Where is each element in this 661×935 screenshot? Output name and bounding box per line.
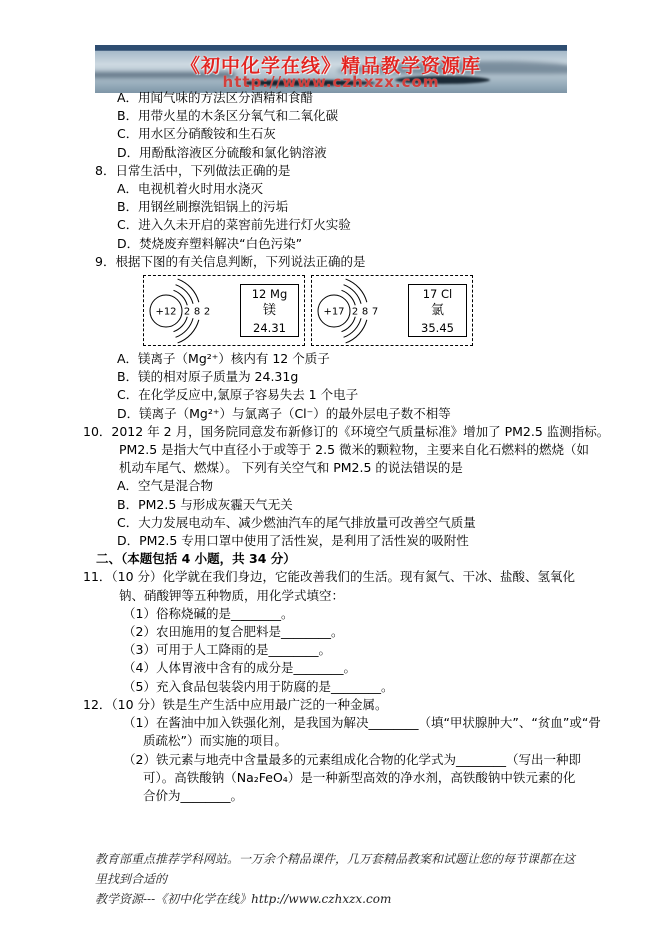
q11-blank-4: （4）人体胃液中含有的成分是________。 <box>123 660 356 676</box>
exam-page-body <box>0 89 661 805</box>
chlorine-atom-structure-icon <box>312 277 408 344</box>
banner-site-url: http://www.czhxzx.com <box>222 73 440 91</box>
svg-text:2: 2 <box>203 306 211 318</box>
svg-text:2: 2 <box>183 306 191 318</box>
q10-option-d: D．PM2.5 专用口罩中使用了活性炭，是利用了活性炭的吸附性 <box>117 533 469 549</box>
chlorine-atom-cell <box>311 275 473 346</box>
q9-option-c: C．在化学反应中,氯原子容易失去 1 个电子 <box>117 387 359 403</box>
magnesium-atom-structure-icon <box>144 277 240 344</box>
svg-text:8: 8 <box>193 306 201 318</box>
q12-part2-line1: （2）铁元素与地壳中含量最多的元素组成化合物的化学式为________（写出一种即 <box>123 751 581 767</box>
q9-option-d: D．镁离子（Mg²⁺）与氯离子（Cl⁻）的最外层电子数不相等 <box>117 405 451 421</box>
q12-part1-line2: 质疏松”）而实施的项目。 <box>143 733 287 749</box>
svg-text:+17: +17 <box>323 306 345 318</box>
section-2-heading: 二、（本题包括 4 小题，共 34 分） <box>96 551 296 567</box>
footer-promo-line2: 教学资源---《初中化学在线》http://www.czhxzx.com <box>95 892 392 906</box>
q10-stem-line3: 机动车尾气、燃煤）。 下列有关空气和 PM2.5 的说法错误的是 <box>119 460 463 476</box>
footer-promo-line1: 教育部重点推荐学科网站。一万余个精品课件，几万套精品教案和试题让您的每节课都在这里找到合适的 <box>95 852 576 886</box>
q8-option-c: C．进入久未开启的菜窖前先进行灯火实验 <box>117 217 351 233</box>
q7-option-b: B．用带火星的木条区分氧气和二氧化碳 <box>117 108 339 124</box>
q11-blank-2: （2）农田施用的复合肥料是________。 <box>123 624 344 640</box>
chlorine-element-box <box>408 284 467 337</box>
q9-atom-diagram <box>143 275 661 346</box>
q9-option-a: A．镁离子（Mg²⁺）核内有 12 个质子 <box>117 351 330 367</box>
element-atomic-mass: 35.45 <box>421 321 454 336</box>
svg-text:8: 8 <box>361 306 369 318</box>
q11-stem-line2: 钠、硝酸钾等五种物质，用化学式填空： <box>119 587 345 603</box>
banner-site-title: 《初中化学在线》精品教学资源库 <box>180 55 481 77</box>
q12-stem: 12．（10 分）铁是生产生活中应用最广泛的一种金属。 <box>83 696 388 712</box>
svg-text:2: 2 <box>351 306 359 318</box>
q8-stem: 8．日常生活中，下列做法正确的是 <box>95 162 291 178</box>
element-chinese-name: 氯 <box>430 303 444 319</box>
element-chinese-name: 镁 <box>262 303 276 319</box>
q11-blank-1: （1）俗称烧碱的是________。 <box>123 605 294 621</box>
element-number-symbol: 12 Mg <box>251 287 288 302</box>
page-footer <box>95 849 575 909</box>
svg-text:7: 7 <box>371 306 379 318</box>
q9-option-b: B．镁的相对原子质量为 24.31g <box>117 369 299 385</box>
q8-option-a: A．电视机着火时用水浇灭 <box>117 181 264 197</box>
q11-blank-5: （5）充入食品包装袋内用于防腐的是________。 <box>123 678 394 694</box>
q12-part2-line3: 合价为________。 <box>143 787 244 803</box>
q10-stem-line1: 10．2012 年 2 月，国务院同意发布新修订的《环境空气质量标准》增加了 PM2.5 监测指标。 <box>83 423 610 439</box>
q10-option-b: B．PM2.5 与形成灰霾天气无关 <box>117 496 293 512</box>
q8-option-d: D．焚烧废弃塑料解决“白色污染” <box>117 235 303 251</box>
q11-blank-3: （3）可用于人工降雨的是________。 <box>123 642 331 658</box>
q11-stem-line1: 11．（10 分）化学就在我们身边，它能改善我们的生活。现有氮气、干冰、盐酸、氢氧化 <box>83 569 576 585</box>
q7-option-a: A．用闻气味的方法区分酒精和食醋 <box>117 90 314 105</box>
q10-option-a: A．空气是混合物 <box>117 478 214 494</box>
q7-option-c: C．用水区分硝酸铵和生石灰 <box>117 126 276 142</box>
q10-option-c: C．大力发展电动车、减少燃油汽车的尾气排放量可改善空气质量 <box>117 514 476 530</box>
magnesium-atom-cell <box>143 275 305 346</box>
q9-stem: 9．根据下图的有关信息判断，下列说法正确的是 <box>95 253 366 269</box>
q10-stem-line2: PM2.5 是指大气中直径小于或等于 2.5 微米的颗粒物，主要来自化石燃料的燃烧（如 <box>119 442 590 458</box>
q7-option-d: D．用酚酞溶液区分硫酸和氯化钠溶液 <box>117 144 327 160</box>
element-atomic-mass: 24.31 <box>253 321 286 336</box>
q8-option-b: B．用钢丝刷擦洗铝锅上的污垢 <box>117 199 289 215</box>
q12-part1-line1: （1）在酱油中加入铁强化剂，是我国为解决________（填“甲状腺肿大”、“贫血”或“骨 <box>123 715 601 731</box>
q12-part2-line2: 可）。高铁酸钠（Na₂FeO₄）是一种新型高效的净水剂，高铁酸钠中铁元素的化 <box>143 769 576 785</box>
magnesium-element-box <box>240 284 299 337</box>
element-number-symbol: 17 Cl <box>422 287 453 302</box>
site-banner-image <box>95 45 567 93</box>
svg-text:+12: +12 <box>155 306 177 318</box>
